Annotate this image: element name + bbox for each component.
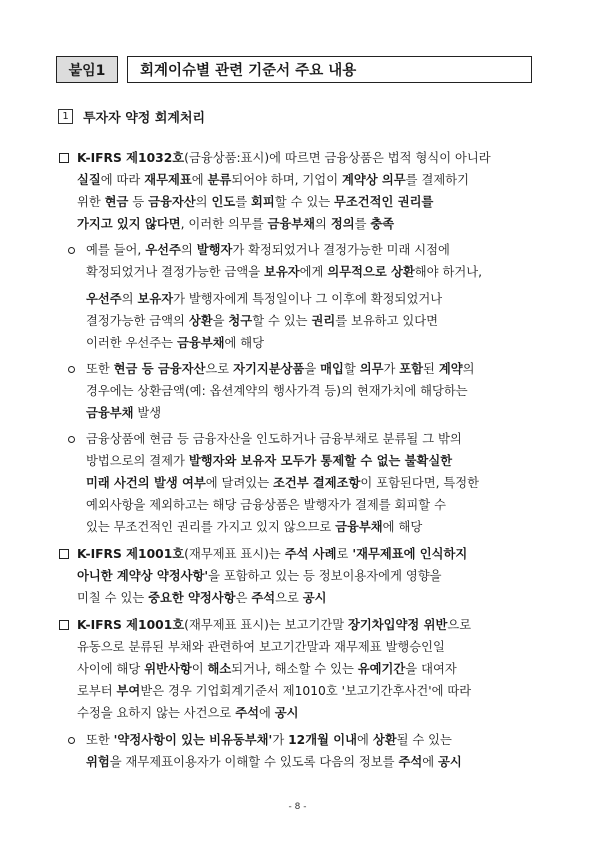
text-span: 할 수 있는	[252, 314, 312, 328]
text-span: 미칠 수 있는	[77, 591, 149, 605]
page-number: - 8 -	[288, 802, 307, 812]
bold-text: 유예기간	[357, 662, 406, 676]
text-span: 또한	[86, 362, 114, 376]
text-span: 예를 들어,	[86, 243, 146, 257]
bold-text: 인도	[211, 195, 236, 209]
text-span: 에	[258, 706, 275, 720]
bold-text: '재무제표에 인식하지	[352, 547, 468, 561]
bold-text: K-IFRS 제1001호	[77, 618, 185, 632]
text-span: 의	[462, 362, 475, 376]
text-line	[77, 568, 537, 584]
text-span: 를 결제하기	[405, 173, 469, 187]
bold-text: 금융부채	[335, 520, 383, 534]
text-line	[77, 639, 537, 655]
bold-text: K-IFRS 제1032호	[77, 151, 185, 165]
section-heading	[58, 107, 205, 126]
bold-text: 주석	[235, 706, 259, 720]
bold-text: 재무제표	[144, 173, 192, 187]
text-span: 받은 경우 기업회계기준서 제1010호 '보고기간후사건'에 따라	[140, 684, 472, 698]
bold-text: 분류	[207, 173, 232, 187]
text-span: 위한	[77, 195, 105, 209]
text-line	[77, 172, 537, 188]
bold-text: '약정사항이 있는 비유동부채'	[113, 733, 273, 747]
text-line	[86, 291, 537, 307]
text-span: 가 발행자에게 특정일이나 그 이후에 확정되었거나	[173, 292, 443, 306]
bold-text: 금융부채	[86, 406, 134, 420]
text-span: 해야 하거나,	[414, 265, 482, 279]
text-span: 에 달려있는	[205, 476, 273, 490]
bold-text: 충족	[370, 217, 395, 231]
bold-text: 발행자	[196, 243, 233, 257]
bold-text: 아니한 계약상 약정사항'	[77, 569, 209, 583]
text-span: 되거나, 해소할 수 있는	[231, 662, 358, 676]
text-line	[86, 405, 537, 421]
text-span: 수정을 요하지 않는 사건으로	[77, 706, 236, 720]
bold-text: 의무적으로 상환	[327, 265, 415, 279]
text-span: 가	[272, 733, 289, 747]
text-line	[86, 383, 537, 399]
bold-text: 포함	[399, 362, 424, 376]
text-span: (재무제표 표시)는	[184, 547, 285, 561]
text-line	[77, 661, 537, 677]
bold-text: 위험	[86, 755, 110, 769]
text-line	[86, 519, 537, 535]
text-span: 될 수 있는	[396, 733, 452, 747]
bold-text: 공시	[274, 706, 299, 720]
text-line	[77, 216, 537, 232]
text-line	[77, 617, 537, 633]
text-line	[86, 497, 537, 513]
bold-text: 상환	[372, 733, 397, 747]
text-span: 에 해당	[382, 520, 423, 534]
text-span: 이러한 우선주는	[86, 336, 177, 350]
text-span: 사이에 해당	[77, 662, 145, 676]
bold-text: 청구	[228, 314, 253, 328]
bold-text: 주석	[251, 591, 276, 605]
text-span: 발생	[133, 406, 162, 420]
bold-text: 12개월 이내	[288, 733, 358, 747]
text-span: 에 해당	[224, 336, 265, 350]
text-span: 의	[121, 292, 138, 306]
text-span: 에 따라	[100, 173, 145, 187]
text-span: 유동으로 분류된 부채와 관련하여 보고기간말과 재무제표 발행승인일	[77, 640, 445, 654]
bold-text: 발행자와 보유자 모두가 통제할 수 없는 불확실한	[188, 454, 453, 468]
bold-text: 우선주	[145, 243, 181, 257]
checkbox-bullet-icon	[59, 620, 69, 630]
text-span: 을	[304, 362, 321, 376]
circle-bullet-icon	[68, 436, 75, 443]
text-span: 으로	[275, 591, 303, 605]
bold-text: 금융부채	[176, 336, 225, 350]
text-span: 에	[422, 755, 439, 769]
text-span: 을 대여자	[405, 662, 457, 676]
bold-text: 권리	[311, 314, 336, 328]
text-line	[86, 453, 537, 469]
bold-text: 계약	[438, 362, 463, 376]
text-span: 의	[195, 195, 212, 209]
bold-text: 실질	[77, 173, 101, 187]
bold-text: 공시	[438, 755, 462, 769]
text-span: 으로	[447, 618, 472, 632]
bold-text: 현금 등 금융자산	[113, 362, 206, 376]
text-span: , 이러한 의무를	[180, 217, 268, 231]
text-line	[77, 546, 537, 562]
text-span: (재무제표 표시)는 보고기간말	[184, 618, 349, 632]
bold-text: 자기지분상품	[233, 362, 305, 376]
bold-text: 주석	[398, 755, 423, 769]
text-line	[86, 313, 537, 329]
text-span: 또한	[86, 733, 114, 747]
bold-text: 매입	[320, 362, 344, 376]
text-span: 금융상품에 현금 등 금융자산을 인도하거나 금융부채로 분류될 그 밖의	[86, 432, 462, 446]
bold-text: 해소	[207, 662, 232, 676]
text-span: 방법으로의 결제가	[86, 454, 189, 468]
bold-text: 의무	[359, 362, 384, 376]
bold-text: 장기차입약정 위반	[348, 618, 448, 632]
text-line	[77, 705, 537, 721]
text-span: 를	[235, 195, 252, 209]
text-line	[86, 431, 537, 447]
text-line	[77, 683, 537, 699]
bold-text: 현금	[104, 195, 129, 209]
text-span: 에	[357, 733, 373, 747]
text-span: 결정가능한 금액의	[86, 314, 189, 328]
bold-text: 주석 사례	[284, 547, 337, 561]
bold-text: 공시	[302, 591, 327, 605]
text-span: 를	[354, 217, 371, 231]
text-span: 이 포함된다면, 특정한	[360, 476, 480, 490]
text-span: 을 포함하고 있는 등 정보이용자에게 영향을	[208, 569, 442, 583]
attachment-header	[56, 56, 532, 83]
bold-text: 금융자산	[148, 195, 196, 209]
text-span: 의	[180, 243, 197, 257]
text-span: 은	[235, 591, 252, 605]
text-line	[77, 590, 537, 606]
text-line	[86, 264, 537, 280]
section-title: 투자자 약정 회계처리	[83, 111, 206, 126]
text-line	[86, 475, 537, 491]
bold-text: K-IFRS 제1001호	[77, 547, 185, 561]
bold-text: 보유자	[137, 292, 174, 306]
text-span: 에게	[299, 265, 328, 279]
circle-bullet-icon	[68, 366, 75, 373]
bold-text: 위반사항	[144, 662, 192, 676]
circle-bullet-icon	[68, 737, 75, 744]
bold-text: 조건부 결제조항	[272, 476, 361, 490]
bold-text: 부여	[116, 684, 141, 698]
text-line	[86, 732, 537, 748]
attachment-tag: 붙임1	[56, 56, 118, 83]
checkbox-bullet-icon	[59, 549, 69, 559]
circle-bullet-icon	[68, 247, 75, 254]
text-span: 된	[423, 362, 439, 376]
text-span: 가 확정되었거나 결정가능한 미래 시점에	[232, 243, 450, 257]
attachment-title: 회계이슈별 관련 기준서 주요 내용	[127, 56, 532, 83]
bold-text: 우선주	[86, 292, 122, 306]
text-span: 을	[212, 314, 229, 328]
text-line	[77, 194, 537, 210]
bold-text: 정의	[330, 217, 355, 231]
checkbox-bullet-icon	[59, 153, 69, 163]
bold-text: 보유자	[264, 265, 300, 279]
text-span: 등	[128, 195, 149, 209]
bold-text: 중요한 약정사항	[148, 591, 236, 605]
bold-text: 회피	[251, 195, 275, 209]
text-line	[86, 335, 537, 351]
text-line	[86, 754, 537, 770]
text-line	[86, 242, 537, 258]
text-span: 예외사항을 제외하고는 해당 금융상품은 발행자가 결제를 회피할 수	[86, 498, 446, 512]
bold-text: 무조건적인 권리를	[334, 195, 434, 209]
section-number: 1	[58, 109, 73, 124]
text-span: 있는 무조건적인 권리를 가지고 있지 않으므로	[86, 520, 336, 534]
text-span: 로	[336, 547, 353, 561]
text-span: 로부터	[77, 684, 117, 698]
bold-text: 가지고 있지 않다면	[77, 217, 181, 231]
text-span: 가	[383, 362, 400, 376]
text-span: 경우에는 상환금액(예: 옵션계약의 행사가격 등)의 현재가치에 해당하는	[86, 384, 468, 398]
text-span: 에	[191, 173, 208, 187]
text-span: 으로	[205, 362, 234, 376]
text-span: 이	[191, 662, 208, 676]
text-line	[77, 150, 537, 166]
text-span: 할 수 있는	[274, 195, 335, 209]
text-span: 을 재무제표이용자가 이해할 수 있도록 다음의 정보를	[109, 755, 399, 769]
text-line	[86, 361, 537, 377]
text-span: 확정되었거나 결정가능한 금액을	[86, 265, 265, 279]
bold-text: 미래 사건의 발생 여부	[86, 476, 206, 490]
text-span: 를 보유하고 있다면	[335, 314, 439, 328]
bold-text: 계약상 의무	[341, 173, 406, 187]
text-span: 할	[343, 362, 360, 376]
bold-text: 상환	[188, 314, 213, 328]
text-span: 의	[315, 217, 331, 231]
text-span: (금융상품:표시)에 따르면 금융상품은 법적 형식이 아니라	[184, 151, 491, 165]
text-span: 되어야 하며, 기업이	[231, 173, 342, 187]
bold-text: 금융부채	[267, 217, 316, 231]
